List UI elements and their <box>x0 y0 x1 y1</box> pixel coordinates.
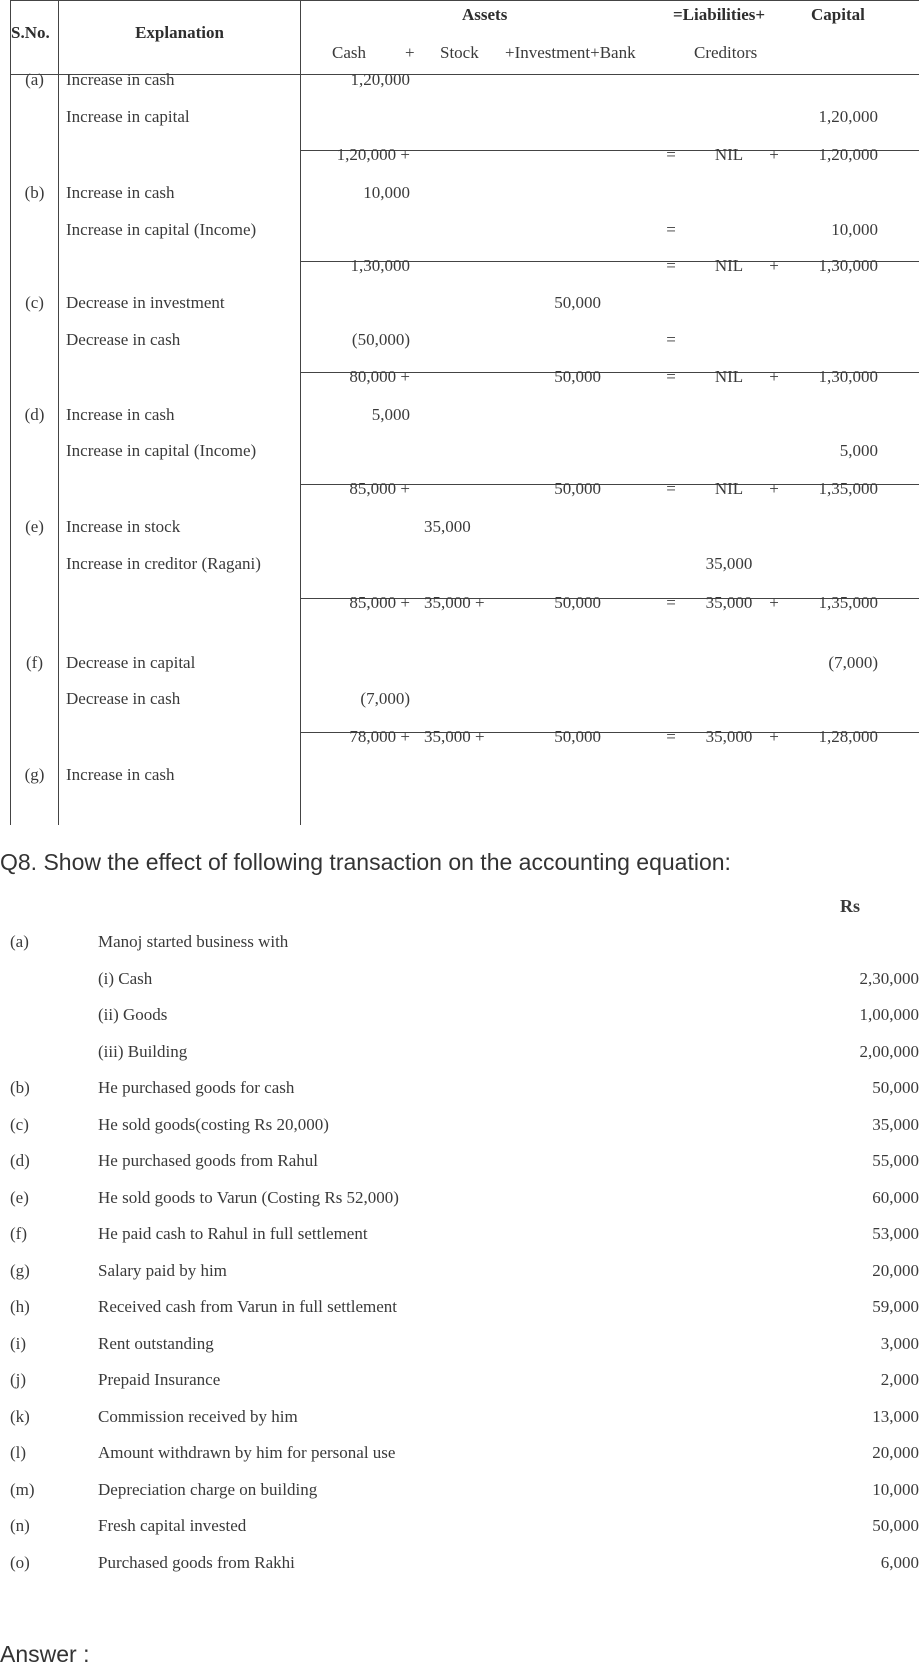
item-description: Fresh capital invested <box>98 1516 247 1535</box>
item-amount: 3,000 <box>880 1333 919 1353</box>
list-item <box>0 1478 919 1502</box>
cell-label: (b) <box>24 183 45 202</box>
cell-creditors: 35,000 <box>705 554 753 573</box>
cell-stock: 35,000 + <box>424 727 485 746</box>
cell-creditors: NIL <box>714 367 744 386</box>
cell-capital: 10,000 <box>831 220 878 239</box>
cell-cash: 1,30,000 <box>350 256 410 275</box>
list-item <box>0 1441 919 1465</box>
item-description: Purchased goods from Rakhi <box>98 1552 295 1572</box>
item-amount: 53,000 <box>872 1224 919 1243</box>
cell-eq: = <box>666 727 676 746</box>
cell-capital: (7,000) <box>828 653 878 672</box>
list-item <box>0 1003 919 1027</box>
cell-eq: = <box>666 367 676 386</box>
cell-explanation: Increase in cash <box>66 765 175 784</box>
answer-label: Answer : <box>0 1641 90 1667</box>
list-item <box>0 1222 919 1246</box>
header-investment-bank: +Investment+Bank <box>505 43 636 62</box>
cell-stock: 35,000 <box>424 517 471 536</box>
cell-explanation: Increase in stock <box>66 517 181 536</box>
cell-creditors: NIL <box>714 256 744 275</box>
item-amount: 6,000 <box>880 1552 919 1572</box>
header-creditors: Creditors <box>694 43 758 62</box>
question-heading: Q8. Show the effect of following transaction on the accounting equation: <box>0 849 731 875</box>
item-amount: 60,000 <box>872 1187 919 1207</box>
cell-plus: + <box>769 256 779 275</box>
item-amount: 55,000 <box>872 1151 919 1170</box>
header-stock: Stock <box>440 43 479 62</box>
cell-investment: 50,000 <box>554 727 601 746</box>
cell-cash: 1,20,000 <box>350 70 410 89</box>
cell-eq: = <box>666 593 676 612</box>
item-description: (iii) Building <box>98 1041 188 1061</box>
cell-explanation: Increase in capital (Income) <box>66 220 257 239</box>
item-amount: 50,000 <box>872 1516 919 1535</box>
cell-cash: (50,000) <box>351 330 410 349</box>
item-description: Received cash from Varun in full settlement <box>98 1297 397 1316</box>
cell-plus: + <box>769 367 779 386</box>
item-label: (a) <box>10 932 29 951</box>
list-item <box>0 1186 919 1210</box>
item-amount: 10,000 <box>872 1479 919 1499</box>
cell-creditors: NIL <box>714 479 744 498</box>
cell-investment: 50,000 <box>554 293 601 312</box>
item-amount: 59,000 <box>872 1297 919 1316</box>
header-assets: Assets <box>462 5 508 24</box>
cell-cash: 1,20,000 + <box>336 145 410 164</box>
cell-capital: 1,28,000 <box>818 727 878 746</box>
cell-explanation: Decrease in investment <box>66 293 225 312</box>
item-description: He paid cash to Rahul in full settlement <box>98 1224 368 1243</box>
item-description: He sold goods to Varun (Costing Rs 52,000) <box>98 1187 399 1207</box>
cell-plus: + <box>769 593 779 612</box>
list-item <box>0 1514 919 1538</box>
item-amount: 1,00,000 <box>859 1005 919 1024</box>
cell-capital: 1,30,000 <box>818 367 878 386</box>
cell-capital: 1,20,000 <box>818 107 878 126</box>
item-description: Depreciation charge on building <box>98 1479 318 1499</box>
item-amount: 13,000 <box>872 1406 919 1426</box>
list-item <box>0 1332 919 1356</box>
item-amount: 20,000 <box>872 1443 919 1462</box>
cell-plus: + <box>769 479 779 498</box>
cell-cash: 85,000 + <box>349 593 410 612</box>
cell-label: (g) <box>24 765 45 784</box>
cell-capital: 5,000 <box>839 441 878 460</box>
rs-column-label: Rs <box>840 896 861 916</box>
cell-creditors: NIL <box>714 145 744 164</box>
cell-explanation: Decrease in cash <box>66 689 181 708</box>
item-label: (c) <box>10 1114 29 1134</box>
cell-eq: = <box>666 220 676 239</box>
item-label: (j) <box>10 1370 27 1389</box>
item-amount: 2,00,000 <box>859 1041 919 1061</box>
cell-capital: 1,20,000 <box>818 145 878 164</box>
item-description: Manoj started business with <box>98 932 289 951</box>
cell-explanation: Increase in capital <box>66 107 190 126</box>
item-description: He purchased goods from Rahul <box>98 1151 319 1170</box>
cell-creditors: 35,000 <box>705 727 753 746</box>
cell-explanation: Increase in capital (Income) <box>66 441 257 460</box>
cell-label: (d) <box>24 405 45 424</box>
sno-column-divider <box>58 0 59 825</box>
header-plus: + <box>405 43 415 62</box>
cell-plus: + <box>769 727 779 746</box>
cell-plus: + <box>769 145 779 164</box>
cell-eq: = <box>666 145 676 164</box>
item-label: (h) <box>10 1297 30 1316</box>
cell-creditors: 35,000 <box>705 593 753 612</box>
item-description: Amount withdrawn by him for personal use <box>98 1443 396 1462</box>
cell-capital: 1,30,000 <box>818 256 878 275</box>
cell-investment: 50,000 <box>554 593 601 612</box>
cell-label: (e) <box>25 517 44 536</box>
item-description: (i) Cash <box>98 968 153 988</box>
item-amount: 35,000 <box>872 1114 919 1134</box>
item-description: He sold goods(costing Rs 20,000) <box>98 1114 329 1134</box>
header-cash: Cash <box>332 43 366 62</box>
table-top-border <box>10 0 919 1</box>
header-liabilities: =Liabilities+ <box>673 5 766 24</box>
cell-cash: 78,000 + <box>349 727 410 746</box>
item-description: Salary paid by him <box>98 1260 227 1280</box>
item-label: (b) <box>10 1078 30 1097</box>
list-item <box>0 1076 919 1100</box>
item-amount: 50,000 <box>872 1078 919 1097</box>
item-label: (e) <box>10 1187 29 1207</box>
header-explanation: Explanation <box>135 23 224 42</box>
cell-explanation: Increase in cash <box>66 70 175 89</box>
item-label: (f) <box>10 1224 27 1243</box>
item-description: He purchased goods for cash <box>98 1078 295 1097</box>
cell-capital: 1,35,000 <box>818 479 878 498</box>
cell-explanation: Decrease in cash <box>66 330 181 349</box>
item-amount: 2,30,000 <box>859 968 919 988</box>
item-label: (k) <box>10 1406 30 1426</box>
list-item <box>0 1149 919 1173</box>
item-label: (g) <box>10 1260 30 1280</box>
item-label: (m) <box>10 1479 35 1499</box>
cell-investment: 50,000 <box>554 367 601 386</box>
cell-label: (c) <box>25 293 44 312</box>
item-description: Prepaid Insurance <box>98 1370 221 1389</box>
cell-cash: 85,000 + <box>349 479 410 498</box>
cell-eq: = <box>666 256 676 275</box>
cell-explanation: Decrease in capital <box>66 653 196 672</box>
cell-label: (f) <box>26 653 43 672</box>
item-label: (o) <box>10 1552 30 1572</box>
cell-cash: (7,000) <box>360 689 410 708</box>
list-item <box>0 1040 919 1064</box>
list-item <box>0 1259 919 1283</box>
item-description: Commission received by him <box>98 1406 298 1426</box>
cell-explanation: Increase in cash <box>66 183 175 202</box>
item-label: (i) <box>10 1333 27 1353</box>
list-item <box>0 1113 919 1137</box>
list-item <box>0 930 919 954</box>
list-item <box>0 967 919 991</box>
cell-cash: 80,000 + <box>349 367 410 386</box>
cell-capital: 1,35,000 <box>818 593 878 612</box>
item-description: Rent outstanding <box>98 1333 214 1353</box>
cell-explanation: Increase in cash <box>66 405 175 424</box>
item-amount: 20,000 <box>872 1260 919 1280</box>
list-item <box>0 1405 919 1429</box>
header-capital: Capital <box>811 5 865 24</box>
cell-investment: 50,000 <box>554 479 601 498</box>
cell-explanation: Increase in creditor (Ragani) <box>66 554 261 573</box>
header-sno: S.No. <box>11 23 50 42</box>
cell-eq: = <box>666 330 676 349</box>
cell-cash: 5,000 <box>371 405 410 424</box>
list-item <box>0 1551 919 1575</box>
list-item <box>0 1295 919 1319</box>
item-label: (n) <box>10 1516 30 1535</box>
cell-cash: 10,000 <box>363 183 410 202</box>
cell-label: (a) <box>25 70 44 89</box>
cell-stock: 35,000 + <box>424 593 485 612</box>
item-label: (l) <box>10 1443 27 1462</box>
item-label: (d) <box>10 1151 30 1170</box>
list-item <box>0 1368 919 1392</box>
cell-eq: = <box>666 479 676 498</box>
accounting-equation-table <box>0 0 919 825</box>
item-amount: 2,000 <box>880 1370 919 1389</box>
item-description: (ii) Goods <box>98 1005 168 1024</box>
